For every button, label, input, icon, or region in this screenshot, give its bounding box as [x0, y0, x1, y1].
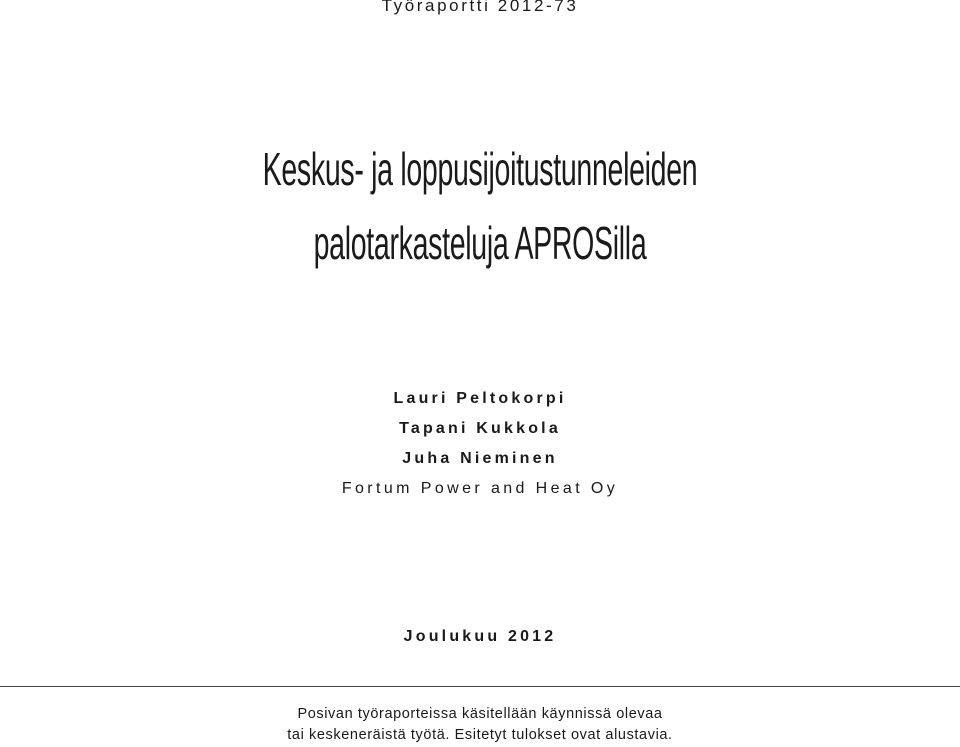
document-title [0, 132, 960, 280]
organization-name: Fortum Power and Heat Oy [341, 480, 619, 497]
publication-date: Joulukuu 2012 [403, 628, 557, 645]
disclaimer-note [0, 704, 960, 746]
author-name: Lauri Peltokorpi [393, 390, 567, 407]
author-name: Tapani Kukkola [399, 420, 561, 437]
author-name: Juha Nieminen [402, 450, 558, 467]
author-block [0, 384, 960, 504]
report-number: Työraportti 2012-73 [381, 0, 579, 15]
title-line-1: Keskus- ja loppusijoitustunneleiden [262, 143, 698, 195]
footer-divider [0, 686, 960, 687]
title-line-2: palotarkasteluja APROSilla [313, 217, 647, 269]
disclaimer-line-2: tai keskeneräistä työtä. Esitetyt tulokset ovat alustavia. [287, 727, 673, 743]
disclaimer-line-1: Posivan työraporteissa käsitellään käynnissä olevaa [297, 706, 663, 722]
